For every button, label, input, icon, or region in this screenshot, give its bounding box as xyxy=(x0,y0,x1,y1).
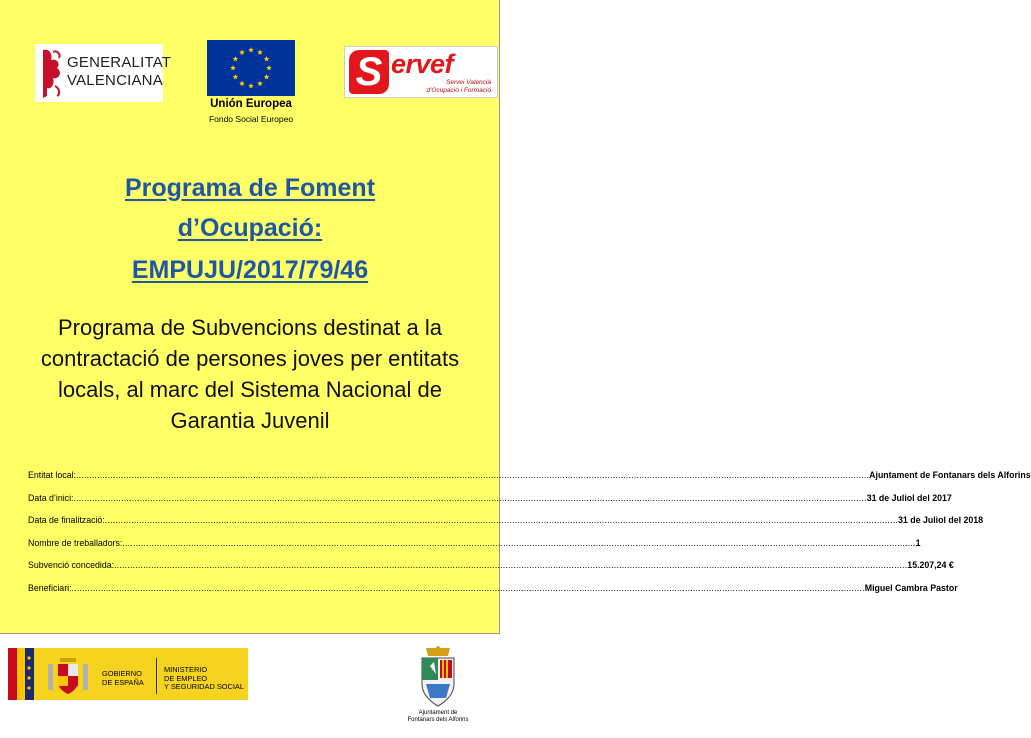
servef-tag-line1: Servei Valencià xyxy=(446,79,491,86)
leader-dots: ............................................................................................................................................................................................................................................................................................................ xyxy=(73,492,867,503)
title-line2: d’Ocupació: xyxy=(177,214,323,242)
leader-dots: ............................................................................................................................................................................................................................................................................................................ xyxy=(71,582,865,593)
top-logos xyxy=(0,38,500,128)
gobierno-text xyxy=(102,670,144,687)
eu-flag-icon xyxy=(207,40,295,96)
detail-label: Entitat local: xyxy=(28,470,76,480)
detail-label: Nombre de treballadors: xyxy=(28,537,123,548)
detail-row xyxy=(28,492,952,516)
union-europea-logo xyxy=(203,40,299,128)
detail-value: 1 xyxy=(915,537,921,548)
detail-value: 31 de Juliol del 2018 xyxy=(898,515,984,525)
detail-label: Beneficiari: xyxy=(28,582,72,593)
leader-dots: ............................................................................................................................................................................................................................................................................................................ xyxy=(75,470,870,480)
detail-value: Ajuntament de Fontanars dels Alforins xyxy=(869,470,1031,480)
program-code: EMPUJU/2017/79/46 xyxy=(131,256,369,284)
divider xyxy=(156,658,157,694)
leader-dots: ............................................................................................................................................................................................................................................................................................................ xyxy=(104,515,898,525)
detail-value: Miguel Cambra Pastor xyxy=(864,582,958,593)
program-title xyxy=(0,168,500,285)
details-list xyxy=(28,470,1031,605)
detail-value: 31 de Juliol del 2017 xyxy=(866,492,952,503)
gobierno-line1: GOBIERNO xyxy=(102,669,142,678)
program-description: Programa de Subvencions destinat a la contractació de persones joves per entitats locals, al marc del Sistema Nacional de Garantia Juvenil xyxy=(40,315,460,433)
spain-coat-of-arms-icon xyxy=(46,656,90,696)
bottom-logos xyxy=(0,646,500,736)
gobierno-line2: DE ESPAÑA xyxy=(102,677,144,687)
ajuntament-coat-of-arms-icon xyxy=(400,644,476,710)
servef-word: ervef xyxy=(391,49,454,79)
spain-flag-stripe-icon xyxy=(8,648,34,700)
detail-label: Data d’inici: xyxy=(28,492,74,503)
ajuntament-logo xyxy=(400,644,476,734)
ajuntament-line1: Ajuntament de xyxy=(418,710,458,716)
ministerio-text xyxy=(164,666,244,692)
detail-row xyxy=(28,470,1031,493)
eu-title: Unión Europea xyxy=(210,98,292,110)
leader-dots: ............................................................................................................................................................................................................................................................................................................ xyxy=(114,560,908,570)
detail-label: Data de finalització: xyxy=(28,515,105,525)
generalitat-emblem-icon xyxy=(39,46,65,100)
generalitat-line2: VALENCIANA xyxy=(67,72,163,89)
ministerio-line1: MINISTERIO xyxy=(164,665,208,674)
title-line1: Programa de Foment xyxy=(124,174,376,202)
servef-tagline xyxy=(427,79,491,94)
ajuntament-caption xyxy=(400,710,476,724)
detail-row xyxy=(28,582,958,606)
leader-dots: ............................................................................................................................................................................................................................................................................................................ xyxy=(122,537,916,548)
detail-row xyxy=(28,515,984,538)
servef-s-icon: S xyxy=(349,50,389,94)
detail-label: Subvenció concedida: xyxy=(28,560,115,570)
servef-logo xyxy=(344,46,498,98)
gobierno-espana-logo xyxy=(8,648,248,700)
servef-tag-line2: d'Ocupació i Formació xyxy=(426,86,491,94)
ministerio-line3: Y SEGURIDAD SOCIAL xyxy=(164,682,244,691)
generalitat-line1: GENERALITAT xyxy=(67,54,172,71)
detail-row xyxy=(28,560,954,583)
eu-subtitle: Fondo Social Europeo xyxy=(208,114,294,124)
detail-value: 15.207,24 € xyxy=(907,560,954,570)
detail-row xyxy=(28,537,921,561)
generalitat-valenciana-logo xyxy=(35,44,172,102)
ministerio-line2: DE EMPLEO xyxy=(164,673,208,683)
generalitat-text xyxy=(67,54,171,90)
ajuntament-line2: Fontanars dels Alforins xyxy=(407,717,469,723)
